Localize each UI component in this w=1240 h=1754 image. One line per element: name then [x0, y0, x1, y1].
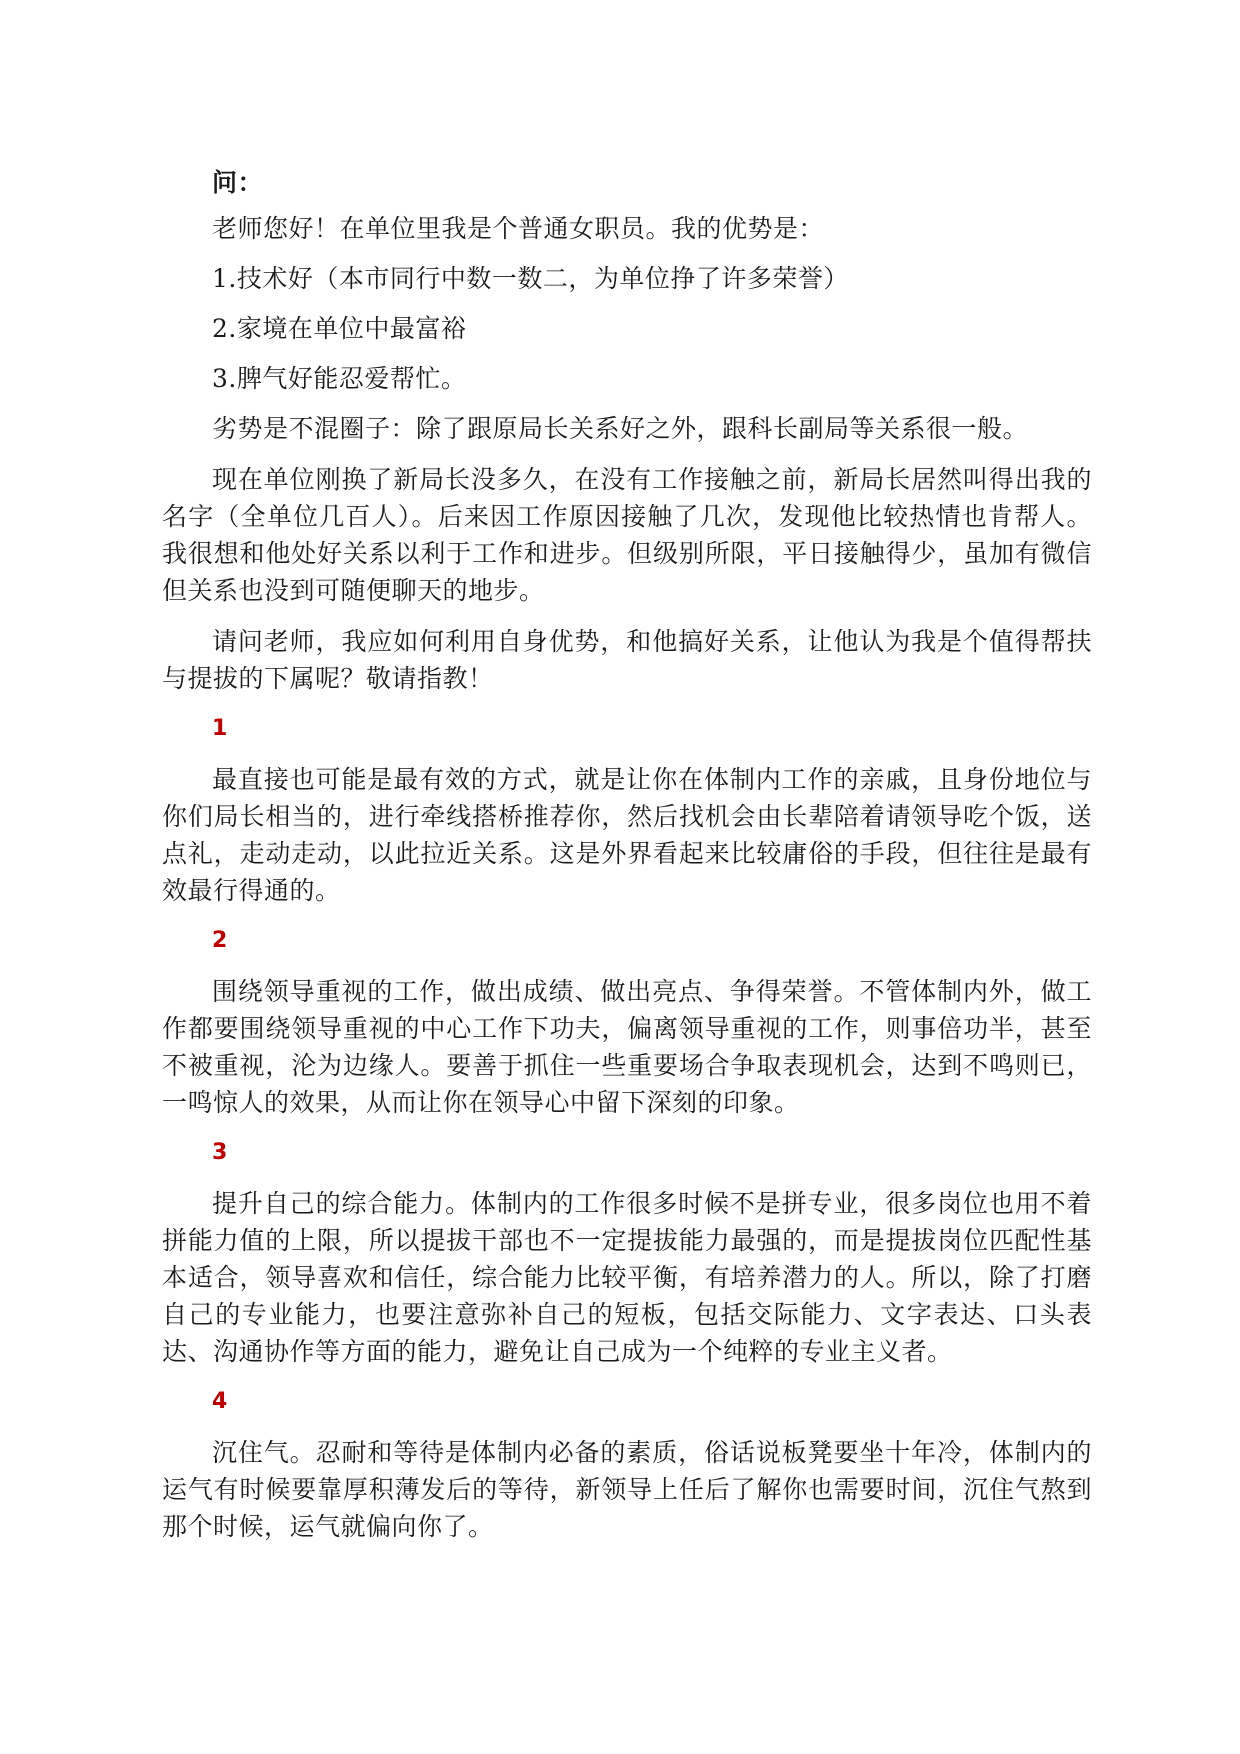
- answer-paragraph-2: 围绕领导重视的工作，做出成绩、做出亮点、争得荣誉。不管体制内外，做工作都要围绕领导重视的中心工作下功夫，偏离领导重视的工作，则事倍功半，甚至不被重视，沦为边缘人。要善于抓住一些重要场合争取表现机会，达到不鸣则已，一鸣惊人的效果，从而让你在领导心中留下深刻的印象。: [162, 977, 1092, 1117]
- situation-paragraph: 现在单位刚换了新局长没多久，在没有工作接触之前，新局长居然叫得出我的名字（全单位几百人）。后来因工作原因接触了几次，发现他比较热情也肯帮人。我很想和他处好关系以利于工作和进步。但级别所限，平日接触得少，虽加有微信但关系也没到可随便聊天的地步。: [162, 465, 1092, 605]
- question-ask: 请问老师，我应如何利用自身优势，和他搞好关系，让他认为我是个值得帮扶与提拔的下属呢？敬请指教！: [162, 627, 1092, 693]
- question-label: 问：: [212, 168, 264, 197]
- document-body: [162, 165, 1092, 1559]
- strength-item-1: 1.技术好（本市同行中数一数二，为单位挣了许多荣誉）: [212, 264, 849, 293]
- answer-number-4: 4: [212, 1389, 228, 1414]
- weakness-text: 劣势是不混圈子：除了跟原局长关系好之外，跟科长副局等关系很一般。: [212, 414, 1029, 443]
- answer-number-2: 2: [212, 928, 228, 953]
- answer-number-3: 3: [212, 1140, 228, 1165]
- answer-paragraph-3: 提升自己的综合能力。体制内的工作很多时候不是拼专业，很多岗位也用不着拼能力值的上限，所以提拔干部也不一定提拔能力最强的，而是提拔岗位匹配性基本适合，领导喜欢和信任，综合能力比较平衡，有培养潜力的人。所以，除了打磨自己的专业能力，也要注意弥补自己的短板，包括交际能力、文字表达、口头表达、沟通协作等方面的能力，避免让自己成为一个纯粹的专业主义者。: [162, 1189, 1092, 1366]
- strength-item-2: 2.家境在单位中最富裕: [212, 314, 467, 343]
- answer-paragraph-4: 沉住气。忍耐和等待是体制内必备的素质，俗话说板凳要坐十年冷，体制内的运气有时候要靠厚积薄发后的等待，新领导上任后了解你也需要时间，沉住气熬到那个时候，运气就偏向你了。: [162, 1438, 1092, 1541]
- strength-item-3: 3.脾气好能忍爱帮忙。: [212, 364, 467, 393]
- answer-number-1: 1: [212, 716, 228, 741]
- question-greeting: 老师您好！在单位里我是个普通女职员。我的优势是：: [212, 214, 825, 243]
- answer-paragraph-1: 最直接也可能是最有效的方式，就是让你在体制内工作的亲戚，且身份地位与你们局长相当的，进行牵线搭桥推荐你，然后找机会由长辈陪着请领导吃个饭，送点礼，走动走动，以此拉近关系。这是外界看起来比较庸俗的手段，但往往是最有效最行得通的。: [162, 765, 1092, 905]
